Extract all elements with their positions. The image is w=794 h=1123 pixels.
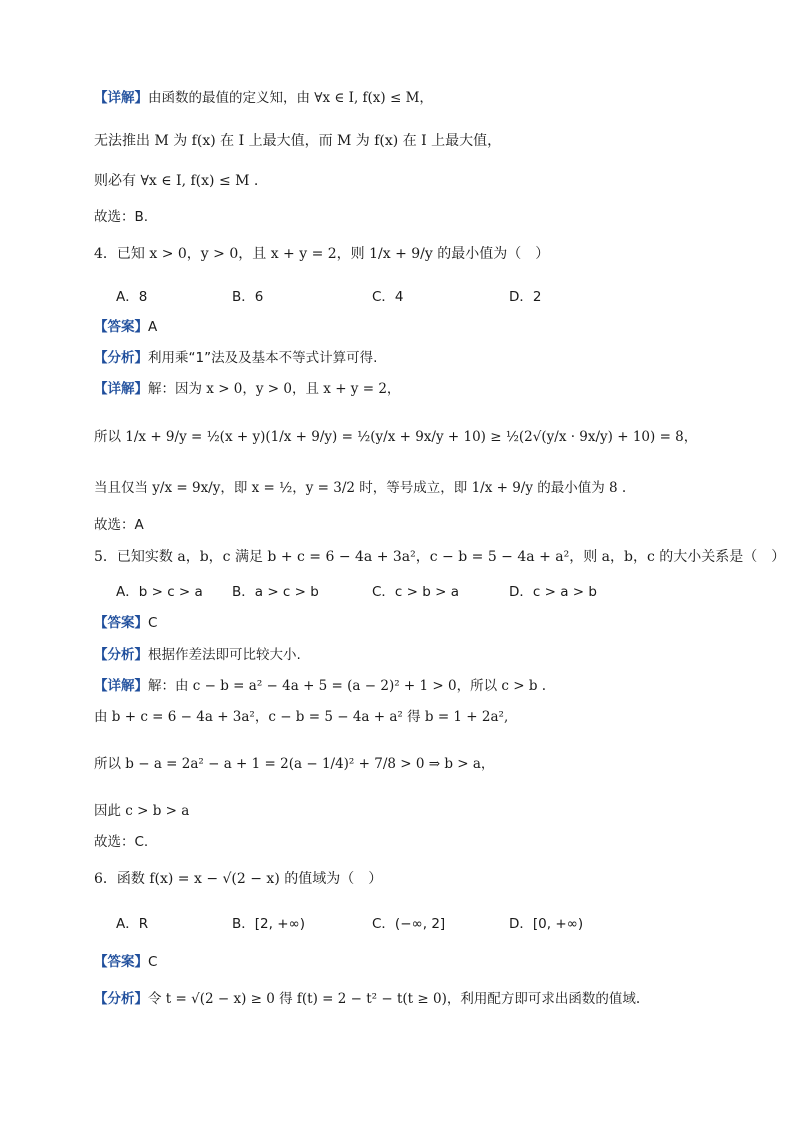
q3-detail-line-3: 则必有 ∀x ∈ I, f(x) ≤ M . <box>94 173 259 189</box>
q4-options <box>116 285 676 303</box>
q5-options <box>116 580 676 598</box>
q5-option-d: D．c > a > b <box>509 584 597 600</box>
q4-detail-text-1: 解：因为 x > 0，y > 0，且 x + y = 2， <box>148 381 401 397</box>
detail-tag: 【详解】 <box>94 90 148 106</box>
q5-stem: 5．已知实数 a，b，c 满足 b + c = 6 − 4a + 3a²，c − b = 5 − 4a + a²，则 a，b，c 的大小关系是（ ） <box>94 549 786 565</box>
answer-tag: 【答案】 <box>94 615 148 631</box>
answer-tag: 【答案】 <box>94 319 148 335</box>
q4-detail-3: 当且仅当 y/x = 9x/y，即 x = ½，y = 3/2 时，等号成立，即 1/x + 9/y 的最小值为 8 . <box>94 480 627 496</box>
q4-detail-1 <box>94 380 400 398</box>
q5-detail-text-1: 解：由 c − b = a² − 4a + 5 = (a − 2)² + 1 > 0，所以 c > b . <box>148 678 547 694</box>
q5-option-c: C．c > b > a <box>372 584 459 600</box>
q5-detail-2: 由 b + c = 6 − 4a + 3a²，c − b = 5 − 4a + a² 得 b = 1 + 2a², <box>94 709 509 725</box>
q6-option-a: A．R <box>116 916 149 932</box>
q6-option-b: B．[2, +∞) <box>232 916 306 932</box>
q3-detail-text-1: 由函数的最值的定义知，由 ∀x ∈ I, f(x) ≤ M， <box>148 90 433 106</box>
q4-detail-2: 所以 1/x + 9/y = ½(x + y)(1/x + 9/y) = ½(y/x + 9x/y + 10) ≥ ½(2√(y/x · 9x/y) + 10) = 8， <box>94 429 698 445</box>
q5-option-a: A．b > c > a <box>116 584 203 600</box>
q4-choice: 故选：A <box>94 517 144 533</box>
q5-detail-3: 所以 b − a = 2a² − a + 1 = 2(a − 1/4)² + 7/8 > 0 ⇒ b > a， <box>94 756 495 772</box>
q6-answer <box>94 953 157 971</box>
q3-detail-line-1 <box>94 89 433 107</box>
detail-tag: 【详解】 <box>94 381 148 397</box>
q6-stem: 6．函数 f(x) = x − √(2 − x) 的值域为（ ） <box>94 871 383 887</box>
q4-option-a: A．8 <box>116 289 148 305</box>
q4-analysis <box>94 349 377 367</box>
q5-answer <box>94 614 157 632</box>
q3-choice: 故选：B. <box>94 209 149 225</box>
q6-option-d: D．[0, +∞) <box>509 916 584 932</box>
q5-choice: 故选：C. <box>94 834 149 850</box>
q4-option-b: B．6 <box>232 289 264 305</box>
q5-detail-4: 因此 c > b > a <box>94 803 190 819</box>
detail-tag: 【详解】 <box>94 678 148 694</box>
analysis-tag: 【分析】 <box>94 991 148 1007</box>
analysis-tag: 【分析】 <box>94 647 148 663</box>
q5-analysis-text: 根据作差法即可比较大小. <box>148 647 301 663</box>
analysis-tag: 【分析】 <box>94 350 148 366</box>
q4-analysis-text: 利用乘“1”法及及基本不等式计算可得. <box>148 350 378 366</box>
q5-detail-1 <box>94 677 546 695</box>
q6-option-c: C．(−∞, 2] <box>372 916 446 932</box>
q4-option-c: C．4 <box>372 289 404 305</box>
q4-answer-value: A <box>148 319 158 335</box>
q5-analysis <box>94 646 301 664</box>
answer-tag: 【答案】 <box>94 954 148 970</box>
q4-stem: 4．已知 x > 0，y > 0，且 x + y = 2，则 1/x + 9/y 的最小值为（ ） <box>94 246 550 262</box>
q5-answer-value: C <box>148 615 158 631</box>
q6-options <box>116 912 676 930</box>
q6-analysis-text: 令 t = √(2 − x) ≥ 0 得 f(t) = 2 − t² − t(t ≥ 0)，利用配方即可求出函数的值域. <box>148 991 641 1007</box>
q6-analysis <box>94 990 640 1008</box>
q4-option-d: D．2 <box>509 289 542 305</box>
q4-answer <box>94 318 157 336</box>
q5-option-b: B．a > c > b <box>232 584 319 600</box>
q3-detail-line-2: 无法推出 M 为 f(x) 在 I 上最大值，而 M 为 f(x) 在 I 上最大值， <box>94 133 502 149</box>
q6-answer-value: C <box>148 954 158 970</box>
